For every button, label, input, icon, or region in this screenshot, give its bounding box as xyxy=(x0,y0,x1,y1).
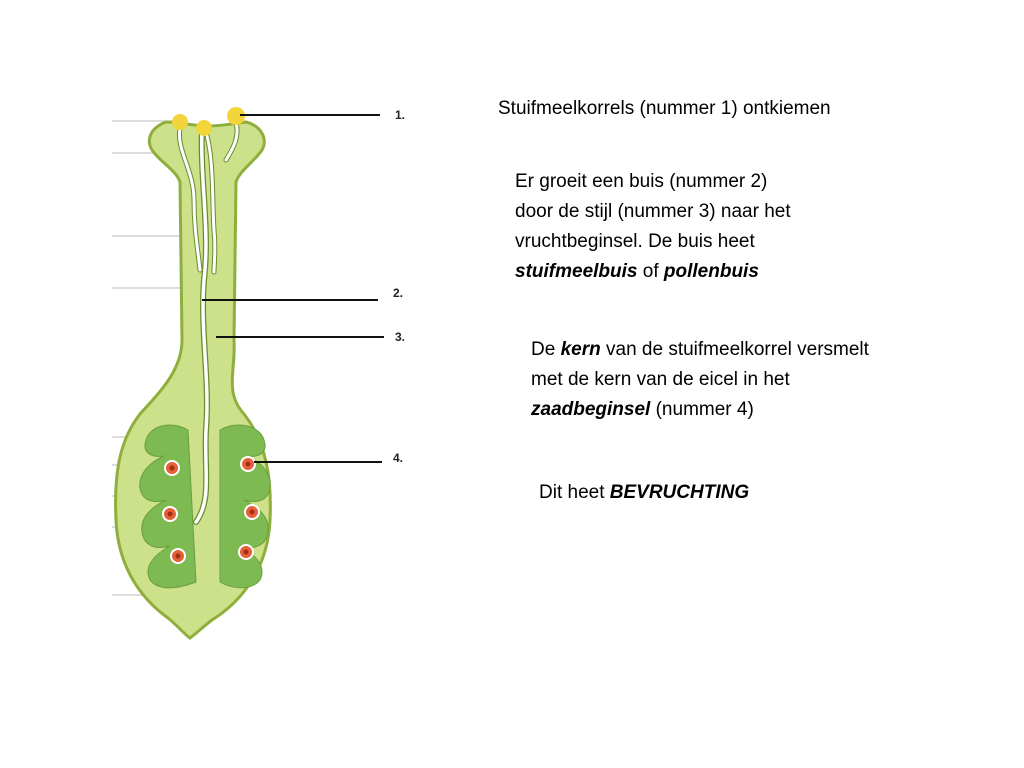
text-rest: van de stuifmeelkorrel versmelt xyxy=(600,339,869,360)
text-block-germination xyxy=(498,94,831,124)
text-line: Stuifmeelkorrels (nummer 1) ontkiemen xyxy=(498,98,831,119)
label-1: 1. xyxy=(395,108,406,122)
text-prefix: Dit heet xyxy=(539,482,610,503)
text-block-pollen-tube xyxy=(515,167,791,287)
label-4: 4. xyxy=(393,451,404,465)
text-line xyxy=(531,395,869,425)
term-zaadbeginsel: zaadbeginsel xyxy=(531,399,651,420)
term-stuifmeelbuis: stuifmeelbuis xyxy=(515,261,638,282)
term-pollenbuis: pollenbuis xyxy=(663,261,759,282)
text-line xyxy=(531,335,869,365)
label-2: 2. xyxy=(393,286,404,300)
text-line: met de kern van de eicel in het xyxy=(531,369,790,390)
term-kern: kern xyxy=(560,339,601,360)
text-suffix: (nummer 4) xyxy=(650,399,754,420)
text-line: door de stijl (nummer 3) naar het xyxy=(515,201,791,222)
text-block-fusion xyxy=(531,335,869,425)
text-connector: of xyxy=(637,261,664,282)
text-prefix: De xyxy=(531,339,561,360)
text-line: Er groeit een buis (nummer 2) xyxy=(515,171,768,192)
text-line: vruchtbeginsel. De buis heet xyxy=(515,231,755,252)
text-block-fertilization xyxy=(539,478,749,508)
text-line xyxy=(539,478,749,508)
text-line xyxy=(515,257,791,287)
pistil-diagram xyxy=(0,0,520,700)
term-bevruchting: BEVRUCHTING xyxy=(609,482,750,503)
label-3: 3. xyxy=(395,330,406,344)
